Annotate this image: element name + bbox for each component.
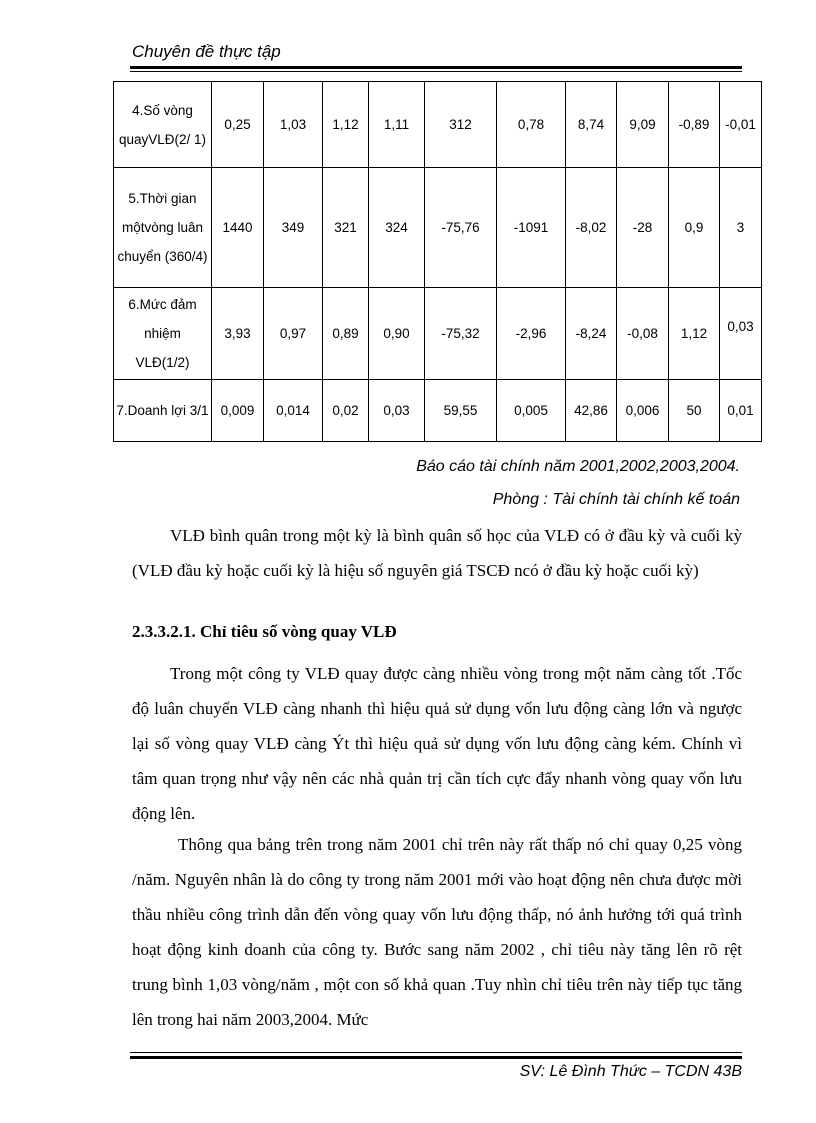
header-title: Chuyên đề thực tập: [132, 42, 281, 61]
paragraph-vld-average: VLĐ bình quân trong một kỳ là bình quân số học của VLĐ có ở đầu kỳ và cuối kỳ (VLĐ đầu kỳ hoặc cuối kỳ là hiệu số nguyên giá TSCĐ ncó ở đầu kỳ hoặc cuối kỳ): [132, 526, 742, 580]
table-cell: 0,25: [212, 82, 264, 168]
table-cell: 0,97: [264, 288, 323, 380]
footer-rule-thin: [130, 1052, 742, 1053]
table-cell: 349: [264, 168, 323, 288]
source-line-1: Báo cáo tài chính năm 2001,2002,2003,2004.: [416, 458, 740, 475]
row-label: 5.Thời gian mộtvòng luân chuyển (360/4): [114, 168, 212, 288]
table-cell: 42,86: [566, 380, 617, 442]
table-row: [114, 288, 762, 380]
table-cell: -1091: [497, 168, 566, 288]
paragraph-analysis: Thông qua bảng trên trong năm 2001 chỉ trên này rất thấp nó chỉ quay 0,25 vòng /năm. Nguyên nhân là do công ty trong năm 2001 mới vào hoạt động nên chưa được mời thầu nhiều công trình dẫn đến vòng quay vốn lưu động thấp, nó ảnh hưởng tới quá trình hoạt động kinh doanh của công ty. Bước sang năm 2002 , chỉ tiêu này tăng lên rõ rệt trung bình 1,03 vòng/năm , một con số khả quan .Tuy nhìn chỉ tiêu trên này tiếp tục tăng lên trong hai năm 2003,2004. Mức: [132, 835, 742, 1029]
table-row: [114, 82, 762, 168]
row-label: 6.Mức đảm nhiệm VLĐ(1/2): [114, 288, 212, 380]
table-cell: 3,93: [212, 288, 264, 380]
header-rule-thick: [130, 66, 742, 69]
table-cell: 0,03: [720, 288, 762, 380]
table-cell: 0,005: [497, 380, 566, 442]
row-label: 7.Doanh lợi 3/1: [114, 380, 212, 442]
table-cell: -0,08: [617, 288, 669, 380]
table-cell: 312: [425, 82, 497, 168]
table-cell: 1,03: [264, 82, 323, 168]
table-cell: 59,55: [425, 380, 497, 442]
table-cell: 9,09: [617, 82, 669, 168]
table-cell: 0,9: [669, 168, 720, 288]
table-cell: 0,78: [497, 82, 566, 168]
source-line-2: Phòng : Tài chính tài chính kế toán: [492, 491, 740, 508]
table-cell: 50: [669, 380, 720, 442]
table-cell: -8,24: [566, 288, 617, 380]
table-cell: 8,74: [566, 82, 617, 168]
footer-author: SV: Lê Đình Thức – TCDN 43B: [519, 1063, 742, 1080]
financial-ratio-table: [113, 81, 762, 442]
table-cell: 1,11: [369, 82, 425, 168]
section-heading: 2.3.3.2.1. Chỉ tiêu số vòng quay VLĐ: [132, 622, 397, 641]
table-cell: -8,02: [566, 168, 617, 288]
table-cell: -0,01: [720, 82, 762, 168]
table-cell: 0,014: [264, 380, 323, 442]
table-cell: 0,01: [720, 380, 762, 442]
paragraph-turnover: Trong một công ty VLĐ quay được càng nhiều vòng trong một năm càng tốt .Tốc độ luân chuyển VLĐ càng nhanh thì hiệu quả sử dụng vốn lưu động càng lớn và ngược lại số vòng quay VLĐ càng Ýt thì hiệu quả sử dụng vốn lưu động càng kém. Chính vì tâm quan trọng như vậy nên các nhà quản trị cần tích cực đẩy nhanh vòng quay vốn lưu động lên.: [132, 664, 742, 823]
table-row: [114, 380, 762, 442]
table-cell: 0,03: [369, 380, 425, 442]
table-cell: 0,89: [323, 288, 369, 380]
table-cell: 0,009: [212, 380, 264, 442]
table-cell: -75,32: [425, 288, 497, 380]
header-rule-thin: [130, 71, 742, 72]
row-label: 4.Số vòng quayVLĐ(2/ 1): [114, 82, 212, 168]
table-cell: -28: [617, 168, 669, 288]
table-cell: -75,76: [425, 168, 497, 288]
table-row: [114, 168, 762, 288]
table-cell: 1440: [212, 168, 264, 288]
table-cell: 0,006: [617, 380, 669, 442]
table-cell: 0,02: [323, 380, 369, 442]
table-cell: -0,89: [669, 82, 720, 168]
table-cell: 321: [323, 168, 369, 288]
table-cell: 3: [720, 168, 762, 288]
table-cell: 0,90: [369, 288, 425, 380]
footer-rule-thick: [130, 1056, 742, 1059]
table-cell: -2,96: [497, 288, 566, 380]
table-cell: 1,12: [323, 82, 369, 168]
table-cell: 324: [369, 168, 425, 288]
table-cell: 1,12: [669, 288, 720, 380]
